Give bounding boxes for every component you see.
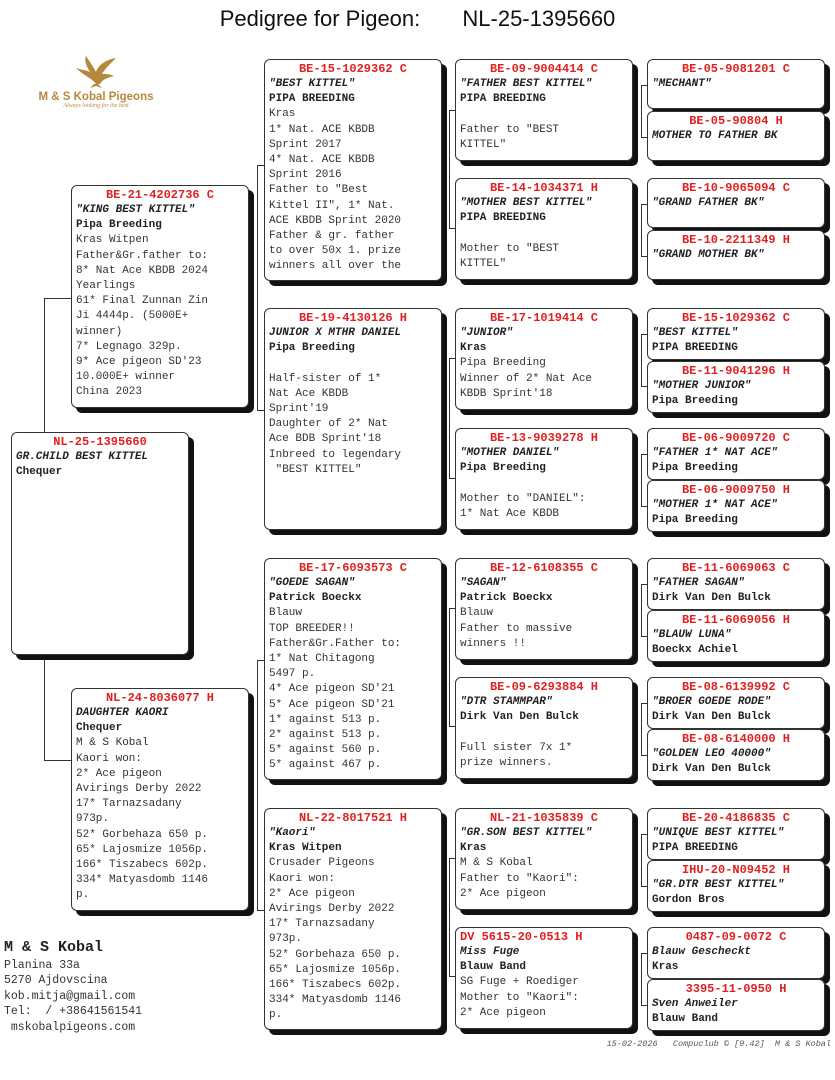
pigeon-name: "GRAND FATHER BK": [652, 197, 765, 209]
connector-line: [44, 760, 71, 761]
connector-line: [641, 334, 642, 386]
owner-email[interactable]: kob.mitja@gmail.com: [4, 989, 136, 1003]
owner-address-line: Planina 33a: [4, 959, 80, 972]
connector-line: [641, 953, 642, 1005]
pigeon-owner: Kras: [652, 961, 679, 974]
pigeon-name: "GRAND MOTHER BK": [652, 249, 765, 261]
ring-number: BE-09-6293884 H: [489, 680, 599, 694]
pigeon-owner: Dirk Van Den Bulck: [652, 763, 771, 776]
ring-number: BE-13-9039278 H: [489, 431, 599, 445]
pigeon-owner: Patrick Boeckx: [269, 592, 362, 605]
pigeon-name: "GR.DTR BEST KITTEL": [652, 879, 785, 891]
logo-brand-name: M & S Kobal Pigeons: [38, 91, 154, 103]
pigeon-info: Blauw Father to massive winners !!: [460, 607, 573, 650]
pigeon-owner: Pipa Breeding: [76, 219, 162, 232]
pigeon-name: "MOTHER JUNIOR": [652, 380, 752, 392]
pigeon-owner: Boeckx Achiel: [652, 644, 738, 657]
pigeon-name: DAUGHTER KAORI: [76, 707, 169, 719]
ring-number: BE-15-1029362 C: [681, 311, 791, 325]
pigeon-owner: Kras Witpen: [269, 842, 342, 855]
pigeon-card-mm[interactable]: [264, 808, 442, 1030]
connector-line: [257, 165, 264, 166]
pigeon-card-g10[interactable]: [647, 610, 825, 662]
ring-number: BE-09-9004414 C: [489, 62, 599, 76]
pigeon-info: Mother to "BEST KITTEL": [460, 242, 560, 270]
pigeon-card-g6[interactable]: [647, 361, 825, 413]
connector-line: [257, 910, 264, 911]
owner-website[interactable]: mskobalpigeons.com: [4, 1020, 136, 1034]
connector-line: [257, 165, 258, 410]
ring-number: BE-15-1029362 C: [298, 62, 408, 76]
pigeon-owner: Pipa Breeding: [652, 462, 738, 475]
pigeon-card-fmf[interactable]: [455, 308, 633, 410]
ring-number: NL-24-8036077 H: [105, 691, 215, 705]
pigeon-card-fmm[interactable]: [455, 428, 633, 530]
ring-number: BE-20-4186835 C: [681, 811, 791, 825]
ring-number: BE-06-9009720 C: [681, 431, 791, 445]
connector-line: [641, 703, 642, 755]
pigeon-name: "BEST KITTEL": [652, 327, 738, 339]
ring-number: IHU-20-N09452 H: [681, 863, 791, 877]
footer-stamp: 15-02-2026 Compuclub © [9.42] M & S Kobal: [606, 1039, 831, 1049]
connector-line: [44, 660, 45, 760]
pigeon-card-g14[interactable]: [647, 860, 825, 912]
pigeon-card-g1[interactable]: [647, 59, 825, 109]
ring-number: BE-17-6093573 C: [298, 561, 408, 575]
pigeon-owner: PIPA BREEDING: [269, 93, 355, 106]
pigeon-card-g8[interactable]: [647, 480, 825, 532]
pigeon-info: Kras 1* Nat. ACE KBDB Sprint 2017 4* Nat. ACE KBDB Sprint 2016 Father to "Best Kittel II", 1* Nat. ACE KBDB Sprint 2020 Father & gr. father to over 50x 1. prize winners all over the: [269, 108, 402, 273]
pigeon-name: "FATHER BEST KITTEL": [460, 78, 593, 90]
pigeon-owner: Chequer: [16, 466, 63, 479]
pigeon-name: GR.CHILD BEST KITTEL: [16, 451, 149, 463]
ring-number: NL-21-1035839 C: [489, 811, 599, 825]
pigeon-card-fff[interactable]: [455, 59, 633, 161]
pigeon-info: Half-sister of 1* Nat Ace KBDB Sprint'19 Daughter of 2* Nat Ace BDB Sprint'18 Inbreed to legendary "BEST KITTEL": [269, 372, 402, 476]
ring-number: BE-11-6069063 C: [681, 561, 791, 575]
connector-line: [449, 110, 450, 228]
pigeon-info: Pipa Breeding Winner of 2* Nat Ace KBDB Sprint'18: [460, 357, 593, 400]
connector-line: [44, 298, 71, 299]
pigeon-name: Miss Fuge: [460, 946, 520, 958]
pigeon-card-g4[interactable]: [647, 230, 825, 280]
pigeon-card-g16[interactable]: [647, 979, 825, 1031]
pigeon-owner: Pipa Breeding: [652, 514, 738, 527]
pigeon-name: "SAGAN": [460, 577, 507, 589]
pigeon-owner: Pipa Breeding: [652, 395, 738, 408]
pigeon-card-g13[interactable]: [647, 808, 825, 860]
owner-name: M & S Kobal: [4, 939, 104, 956]
title-label: Pedigree for Pigeon:: [219, 6, 421, 31]
pigeon-card-mmm[interactable]: [455, 927, 633, 1029]
pigeon-name: "Kaori": [269, 827, 316, 839]
pigeon-card-ffm[interactable]: [455, 178, 633, 280]
pigeon-info: Father to "BEST KITTEL": [460, 123, 560, 151]
owner-phone: Tel: / +38641561541: [4, 1005, 143, 1019]
connector-line: [449, 608, 450, 726]
ring-number: BE-10-2211349 H: [681, 233, 791, 247]
connector-line: [257, 660, 264, 661]
pigeon-owner: Blauw Band: [460, 961, 527, 974]
pigeon-card-ff[interactable]: [264, 59, 442, 281]
connector-line: [641, 834, 642, 886]
ring-number: BE-21-4202736 C: [105, 188, 215, 202]
pigeon-name: "MOTHER DANIEL": [460, 447, 560, 459]
pigeon-owner: Kras: [460, 342, 487, 355]
ring-number: NL-22-8017521 H: [298, 811, 408, 825]
pigeon-card-mff[interactable]: [455, 558, 633, 660]
pigeon-owner: Patrick Boeckx: [460, 592, 553, 605]
ring-number: NL-25-1395660: [53, 435, 147, 449]
ring-number: BE-11-9041296 H: [681, 364, 791, 378]
pigeon-info: M & S Kobal Kaori won: 2* Ace pigeon Avirings Derby 2022 17* Tarnazsadany 973p. 52* Gorbehaza 650 p. 65* Lajosmize 1056p. 166* Tiszabecs 602p. 334* Matyasdomb 1146 p.: [76, 737, 209, 902]
pigeon-card-g7[interactable]: [647, 428, 825, 480]
pigeon-card-g11[interactable]: [647, 677, 825, 729]
pigeon-card-subject[interactable]: [11, 432, 189, 655]
pigeon-name: "DTR STAMMPAR": [460, 696, 553, 708]
pigeon-owner: PIPA BREEDING: [460, 93, 546, 106]
page-title: [0, 6, 835, 32]
connector-line: [44, 298, 45, 432]
pigeon-owner: PIPA BREEDING: [652, 342, 738, 355]
pigeon-card-g12[interactable]: [647, 729, 825, 781]
pigeon-owner: Dirk Van Den Bulck: [652, 592, 771, 605]
pigeon-card-g2[interactable]: [647, 111, 825, 161]
pigeon-info: Kras Witpen Father&Gr.father to: 8* Nat Ace KBDB 2024 Yearlings 61* Final Zunnan Zin Ji 4444p. (5000E+ winner) 7* Legnago 329p. 9* Ace pigeon SD'23 10.000E+ winner China 2023: [76, 234, 209, 399]
pigeon-card-mother[interactable]: [71, 688, 249, 911]
title-ring-number: NL-25-1395660: [462, 6, 616, 31]
connector-line: [449, 858, 450, 976]
pigeon-info: SG Fuge + Roediger Mother to "Kaori": 2* Ace pigeon: [460, 976, 579, 1019]
pigeon-name: "UNIQUE BEST KITTEL": [652, 827, 785, 839]
pigeon-name: JUNIOR X MTHR DANIEL: [269, 327, 402, 339]
ring-number: BE-08-6139992 C: [681, 680, 791, 694]
pigeon-info: M & S Kobal Father to "Kaori": 2* Ace pigeon: [460, 857, 579, 900]
pigeon-logo-icon: [72, 54, 120, 90]
pigeon-name: MOTHER TO FATHER BK: [652, 130, 778, 142]
pigeon-owner: PIPA BREEDING: [460, 212, 546, 225]
logo: [30, 54, 162, 120]
pigeon-name: "BEST KITTEL": [269, 78, 355, 90]
pigeon-owner: Pipa Breeding: [460, 462, 546, 475]
connector-line: [257, 660, 258, 910]
ring-number: DV 5615-20-0513 H: [460, 930, 583, 944]
ring-number: BE-10-9065094 C: [681, 181, 791, 195]
pigeon-name: "MOTHER 1* NAT ACE": [652, 499, 778, 511]
ring-number: BE-17-1019414 C: [489, 311, 599, 325]
connector-line: [641, 204, 642, 256]
connector-line: [641, 85, 642, 137]
pigeon-name: "KING BEST KITTEL": [76, 204, 195, 216]
ring-number: BE-12-6108355 C: [489, 561, 599, 575]
ring-number: BE-08-6140000 H: [681, 732, 791, 746]
pigeon-owner: Dirk Van Den Bulck: [652, 711, 771, 724]
pigeon-owner: Blauw Band: [652, 1013, 719, 1026]
pigeon-owner: Gordon Bros: [652, 894, 725, 907]
ring-number: BE-05-90804 H: [689, 114, 783, 128]
pigeon-name: "FATHER 1* NAT ACE": [652, 447, 778, 459]
pigeon-name: "JUNIOR": [460, 327, 513, 339]
pigeon-card-g3[interactable]: [647, 178, 825, 228]
pigeon-owner: Dirk Van Den Bulck: [460, 711, 579, 724]
pigeon-info: Crusader Pigeons Kaori won: 2* Ace pigeon Avirings Derby 2022 17* Tarnazsadany 973p. 52* Gorbehaza 650 p. 65* Lajosmize 1056p. 166* Tiszabecs 602p. 334* Matyasdomb 1146 p.: [269, 857, 402, 1022]
pigeon-card-mf[interactable]: [264, 558, 442, 780]
connector-line: [641, 454, 642, 506]
logo-tagline: Always looking for the best: [63, 103, 129, 109]
ring-number: BE-14-1034371 H: [489, 181, 599, 195]
pigeon-card-mmf[interactable]: [455, 808, 633, 910]
ring-number: BE-06-9009750 H: [681, 483, 791, 497]
connector-line: [257, 410, 264, 411]
pigeon-name: Blauw Gescheckt: [652, 946, 752, 958]
connector-line: [449, 358, 450, 478]
pigeon-name: Sven Anweiler: [652, 998, 738, 1010]
pigeon-name: "BROER GOEDE RODE": [652, 696, 771, 708]
pigeon-card-g5[interactable]: [647, 308, 825, 360]
pigeon-name: "MOTHER BEST KITTEL": [460, 197, 593, 209]
pigeon-name: "GOEDE SAGAN": [269, 577, 355, 589]
ring-number: 3395-11-0950 H: [685, 982, 787, 996]
owner-city-line: 5270 Ajdovscina: [4, 974, 108, 988]
owner-contact-block: [4, 938, 142, 1035]
connector-line: [641, 584, 642, 636]
pigeon-owner: Chequer: [76, 722, 123, 735]
pigeon-name: "GR.SON BEST KITTEL": [460, 827, 593, 839]
pigeon-info: Blauw TOP BREEDER!! Father&Gr.Father to: 1* Nat Chitagong 5497 p. 4* Ace pigeon SD'21 5* Ace pigeon SD'21 1* against 513 p. 2* against 513 p. 5* against 560 p. 5* against 467 p.: [269, 607, 402, 772]
pigeon-info: Mother to "DANIEL": 1* Nat Ace KBDB: [460, 492, 586, 520]
ring-number: BE-11-6069056 H: [681, 613, 791, 627]
pigeon-card-g15[interactable]: [647, 927, 825, 979]
pigeon-card-mfm[interactable]: [455, 677, 633, 779]
pigeon-card-father[interactable]: [71, 185, 249, 408]
pigeon-name: "MECHANT": [652, 78, 712, 90]
ring-number: 0487-09-0072 C: [685, 930, 787, 944]
pigeon-card-g9[interactable]: [647, 558, 825, 610]
pigeon-name: "GOLDEN LEO 40000": [652, 748, 771, 760]
pigeon-name: "FATHER SAGAN": [652, 577, 745, 589]
pigeon-owner: PIPA BREEDING: [652, 842, 738, 855]
pigeon-info: Full sister 7x 1* prize winners.: [460, 741, 573, 769]
pigeon-owner: Pipa Breeding: [269, 342, 355, 355]
pigeon-name: "BLAUW LUNA": [652, 629, 732, 641]
pigeon-card-fm[interactable]: [264, 308, 442, 530]
pigeon-owner: Kras: [460, 842, 487, 855]
ring-number: BE-05-9081201 C: [681, 62, 791, 76]
ring-number: BE-19-4130126 H: [298, 311, 408, 325]
